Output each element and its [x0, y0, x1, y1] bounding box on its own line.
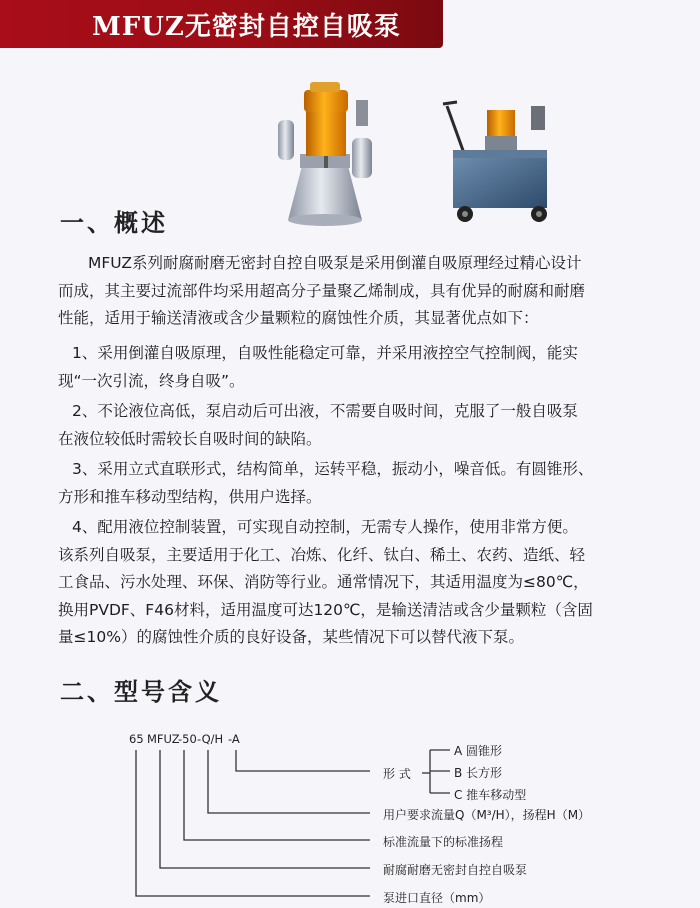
- form-option-a: A 圆锥形: [454, 744, 503, 758]
- code-part-form: -A: [228, 732, 240, 746]
- page-title: MFUZ无密封自控自吸泵: [92, 12, 401, 42]
- text-line: 4、配用液位控制装置，可实现自动控制，无需专人操作，使用非常方便。: [72, 518, 578, 536]
- model-code-diagram: [0, 720, 700, 908]
- text-line: 工食品、污水处理、环保、消防等行业。通常情况下，其适用温度为≤80℃，: [58, 573, 589, 591]
- text-line: 3、采用立式直联形式，结构简单，运转平稳，振动小，噪音低。有圆锥形、: [72, 460, 594, 478]
- feature-item-3: [58, 456, 660, 511]
- code-part-head: -50: [178, 732, 197, 746]
- meaning-series: 耐腐耐磨无密封自控自吸泵: [383, 863, 528, 877]
- meaning-standard-head: 标准流量下的标准扬程: [383, 835, 504, 849]
- text-line: 性能，适用于输送清液或含少量颗粒的腐蚀性介质，其显著优点如下：: [58, 309, 539, 327]
- text-line: 1、采用倒灌自吸原理，自吸性能稳定可靠，并采用液控空气控制阀，能实: [72, 344, 578, 362]
- text-line: 在液位较低时需较长自吸时间的缺陷。: [58, 429, 322, 448]
- code-part-series: MFUZ: [147, 732, 180, 746]
- form-label: 形 式: [383, 767, 411, 781]
- text-line: 2、不论液位高低，泵启动后可出液，不需要自吸时间，克服了一般自吸泵: [72, 402, 578, 420]
- form-option-b: B 长方形: [454, 766, 503, 780]
- overview-intro: [58, 250, 660, 333]
- meaning-flow-head: 用户要求流量Q（M³/H），扬程H（M）: [383, 808, 591, 822]
- form-option-c: C 推车移动型: [454, 788, 527, 802]
- text-line: 换用PVDF、F46材料，适用温度可达120℃，是输送清洁或含少量颗粒（含固: [58, 600, 593, 619]
- meaning-diameter: 泵进口直径（mm）: [383, 891, 491, 905]
- text-line: 量≤10%）的腐蚀性介质的良好设备，某些情况下可以替代液下泵。: [58, 628, 524, 646]
- feature-item-2: [58, 398, 660, 453]
- feature-item-1: [58, 340, 660, 395]
- overview-heading: 一、概述: [60, 209, 168, 237]
- model-heading: 二、型号含义: [60, 678, 222, 706]
- code-part-diameter: 65: [129, 732, 144, 746]
- title-banner: [0, 0, 443, 48]
- feature-item-4: [58, 514, 660, 652]
- text-line: MFUZ系列耐腐耐磨无密封自控自吸泵是采用倒灌自吸原理经过精心设计: [88, 254, 582, 272]
- cone-pump-image: [270, 70, 390, 230]
- text-line: 而成，其主要过流部件均采用超高分子量聚乙烯制成，具有优异的耐腐和耐磨: [58, 281, 586, 300]
- connector-lines: [0, 720, 700, 908]
- cart-pump-image: [435, 100, 565, 230]
- code-part-flow-head: -Q/H: [197, 732, 224, 746]
- text-line: 该系列自吸泵，主要适用于化工、冶炼、化纤、钛白、稀土、农药、造纸、轻: [58, 545, 586, 564]
- text-line: 方形和推车移动型结构，供用户选择。: [58, 487, 322, 506]
- text-line: 现“一次引流，终身自吸”。: [58, 371, 245, 390]
